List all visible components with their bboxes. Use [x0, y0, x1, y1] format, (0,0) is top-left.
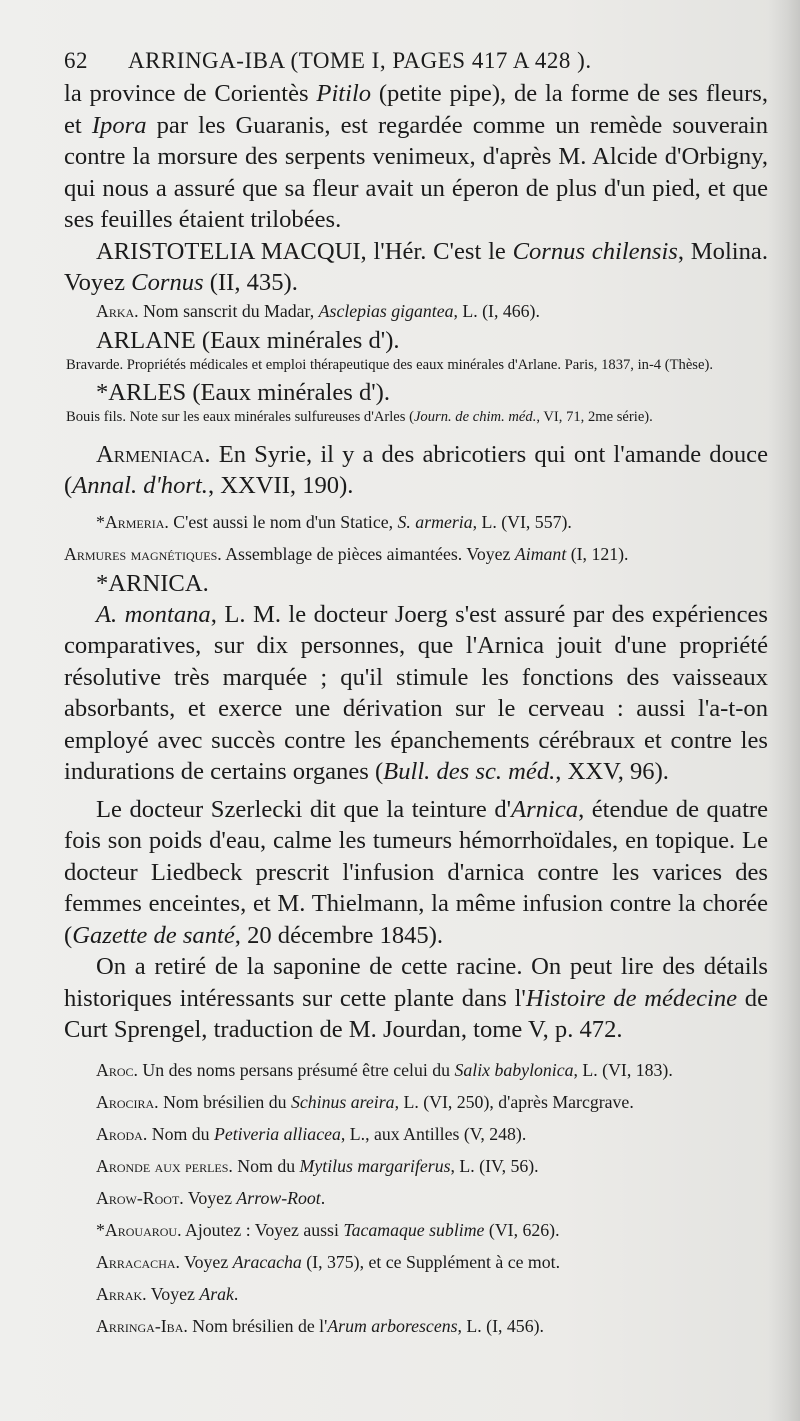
text: (petite pipe), de la forme de ses fleurs, et — [64, 80, 768, 139]
entry-headword: Arka. — [96, 300, 139, 321]
italic-text: Schinus areira — [291, 1091, 395, 1112]
italic-text: Tacamaque sublime — [343, 1219, 485, 1240]
entry-headword: *Arouarou. — [96, 1219, 182, 1240]
arnica-paragraph-2 — [64, 794, 768, 952]
arnica-paragraph-1 — [64, 599, 768, 788]
entry-arringa-iba — [64, 1314, 768, 1338]
text: (VI, 626). — [484, 1219, 560, 1240]
text: , étendue de quatre fois son poids d'eau, calme les tumeurs hémorrhoïdales, en topique. Le docteur Liedbeck prescrit l'infusion d'arnica contre les varices des femmes enceintes, et M. Thielmann, la même infusion contre la chorée ( — [64, 795, 769, 949]
text: Nom sanscrit du Madar, — [138, 300, 319, 321]
text: On a retiré de la saponine de cette racine. On peut lire des détails historiques intéressants sur cette plante dans l' — [64, 953, 768, 1012]
text: , L. (IV, 56). — [450, 1155, 539, 1176]
entry-headword: ARISTOTELIA MACQUI — [96, 237, 361, 265]
entry-aroda — [64, 1122, 768, 1146]
text: , XXV, 96). — [555, 758, 669, 785]
text: , L. (I, 456). — [457, 1315, 544, 1336]
italic-text: Aracacha — [232, 1251, 302, 1272]
entry-armures — [64, 542, 768, 566]
text: En Syrie, il y a des abricotiers qui ont l'amande douce ( — [64, 440, 768, 499]
entry-headword: Armeniaca. — [96, 440, 211, 468]
entry-aronde-aux-perles — [64, 1154, 768, 1178]
text: Le docteur Szerlecki dit que la teinture d' — [96, 795, 512, 823]
entry-headword: Arow-Root. — [96, 1187, 184, 1208]
text: Voyez — [183, 1187, 237, 1208]
entry-headword: *Armeria. — [96, 511, 169, 532]
entry-armeniaca — [64, 439, 768, 502]
italic-text: Cornus — [131, 269, 204, 296]
text: (II, 435). — [203, 269, 298, 296]
text: , XXVII, 190). — [207, 472, 354, 499]
text: Un des noms persans présumé être celui du — [137, 1059, 455, 1080]
entry-arouarou — [64, 1218, 768, 1242]
entry-headword: Arocira. — [96, 1091, 159, 1112]
entry-armeria — [64, 510, 768, 534]
text: , L., aux Antilles (V, 248). — [340, 1123, 527, 1144]
bibliography-arlane: Bravarde. Propriétés médicales et emploi thérapeutique des eaux minérales d'Arlane. Paris, 1837, in-4 (Thèse). — [66, 356, 713, 373]
page-number: 62 — [64, 48, 88, 73]
italic-text: Petiveria alliacea — [213, 1123, 341, 1144]
italic-text: Arum arborescens — [327, 1315, 458, 1336]
text: Voyez — [146, 1283, 200, 1304]
italic-text: Journ. de chim. méd. — [413, 408, 537, 425]
text: . — [320, 1187, 326, 1208]
italic-text: Arnica — [511, 795, 579, 823]
italic-text: Gazette de santé — [72, 921, 235, 949]
italic-text: Arrow-Root — [236, 1187, 321, 1208]
book-gutter-shadow — [768, 0, 800, 1421]
italic-text: A. montana — [96, 600, 211, 628]
text: , Molina. Voyez — [64, 237, 768, 296]
text: par les Guaranis, est regardée comme un remède souverain contre la morsure des serpents venimeux, d'après M. Alcide d'Orbigny, qui nous a assuré que sa fleur avait un éperon de plus d'un pied, et que ses feuilles étaient trilobées. — [64, 111, 768, 233]
entry-headword: Aroc. — [96, 1059, 138, 1080]
text: Nom du — [147, 1123, 214, 1144]
entry-arow-root — [64, 1186, 768, 1210]
entry-arka — [64, 299, 768, 323]
entry-headword: Aroda. — [96, 1123, 148, 1144]
italic-text: Ipora — [91, 111, 147, 139]
entry-arlane-heading: ARLANE (Eaux minérales d'). — [96, 326, 400, 354]
arnica-paragraph-3 — [64, 951, 768, 1046]
text: , VI, 71, 2me série). — [536, 408, 653, 425]
bibliography-arles — [64, 408, 768, 427]
text: , 20 décembre 1845). — [234, 921, 444, 949]
text: , L. (I, 466). — [453, 300, 540, 321]
text: (I, 121). — [566, 543, 629, 564]
text: Nom brésilien du — [158, 1091, 291, 1112]
paragraph-continuation — [64, 78, 768, 236]
italic-text: Pitilo — [316, 80, 372, 107]
entry-arracacha — [64, 1250, 768, 1274]
italic-text: Asclepias gigantea — [318, 300, 454, 321]
text: , L. (VI, 250), d'après Marcgrave. — [394, 1091, 634, 1112]
entry-arles-heading: *ARLES (Eaux minérales d'). — [96, 378, 391, 406]
entry-aristotelia — [64, 236, 768, 299]
italic-text: Salix babylonica — [454, 1059, 574, 1080]
italic-text: Annal. d'hort. — [72, 472, 208, 499]
italic-text: Bull. des sc. méd. — [383, 758, 556, 785]
page-header — [64, 48, 768, 74]
text: . — [233, 1283, 239, 1304]
entry-arocira — [64, 1090, 768, 1114]
page-content — [64, 48, 768, 1338]
running-head: ARRINGA-IBA (TOME I, PAGES 417 A 428 ). — [128, 48, 592, 73]
text: , l'Hér. C'est le — [360, 237, 513, 265]
text: Bouis fils. Note sur les eaux minérales sulfureuses d'Arles ( — [66, 408, 414, 425]
entry-arnica-heading: *ARNICA. — [96, 569, 209, 597]
entry-headword: Armures magnétiques. — [64, 543, 222, 564]
entry-headword: Arrak. — [96, 1283, 147, 1304]
entry-aroc — [64, 1058, 768, 1082]
italic-text: Arak — [199, 1283, 234, 1304]
text: (I, 375), et ce Supplément à ce mot. — [301, 1251, 561, 1272]
text: la province de Corientès — [64, 80, 317, 107]
italic-text: Mytilus margariferus — [299, 1155, 451, 1176]
entry-headword: Arracacha. — [96, 1251, 180, 1272]
text: , L. (VI, 183). — [573, 1059, 673, 1080]
italic-text: S. armeria — [397, 511, 473, 532]
entry-headword: Aronde aux perles. — [96, 1155, 233, 1176]
italic-text: Aimant — [514, 543, 567, 564]
text: Ajoutez : Voyez aussi — [181, 1219, 344, 1240]
text: Voyez — [179, 1251, 233, 1272]
italic-text: Cornus chilensis — [512, 237, 678, 265]
text: C'est aussi le nom d'un Statice, — [168, 511, 398, 532]
italic-text: Histoire de médecine — [525, 984, 738, 1012]
entry-arrak — [64, 1282, 768, 1306]
entry-headword: Arringa-Iba. — [96, 1315, 188, 1336]
text: , L. (VI, 557). — [472, 511, 572, 532]
text: Assemblage de pièces aimantées. Voyez — [221, 543, 515, 564]
text: Nom brésilien de l' — [187, 1315, 328, 1336]
text: , L. M. le docteur Joerg s'est assuré par des expériences comparatives, sur dix personnes, que l'Arnica jouit d'une propriété résolutive très marquée ; qu'il stimule les fonctions des vaisseaux absorbants, et exerce une dérivation sur le cerveau : aussi l'a-t-on employé avec succès contre les épanchements cérébraux et contre les indurations de certains organes ( — [64, 600, 768, 785]
text: de Curt Sprengel, traduction de M. Jourdan, tome V, p. 472. — [64, 984, 769, 1043]
text: Nom du — [232, 1155, 300, 1176]
